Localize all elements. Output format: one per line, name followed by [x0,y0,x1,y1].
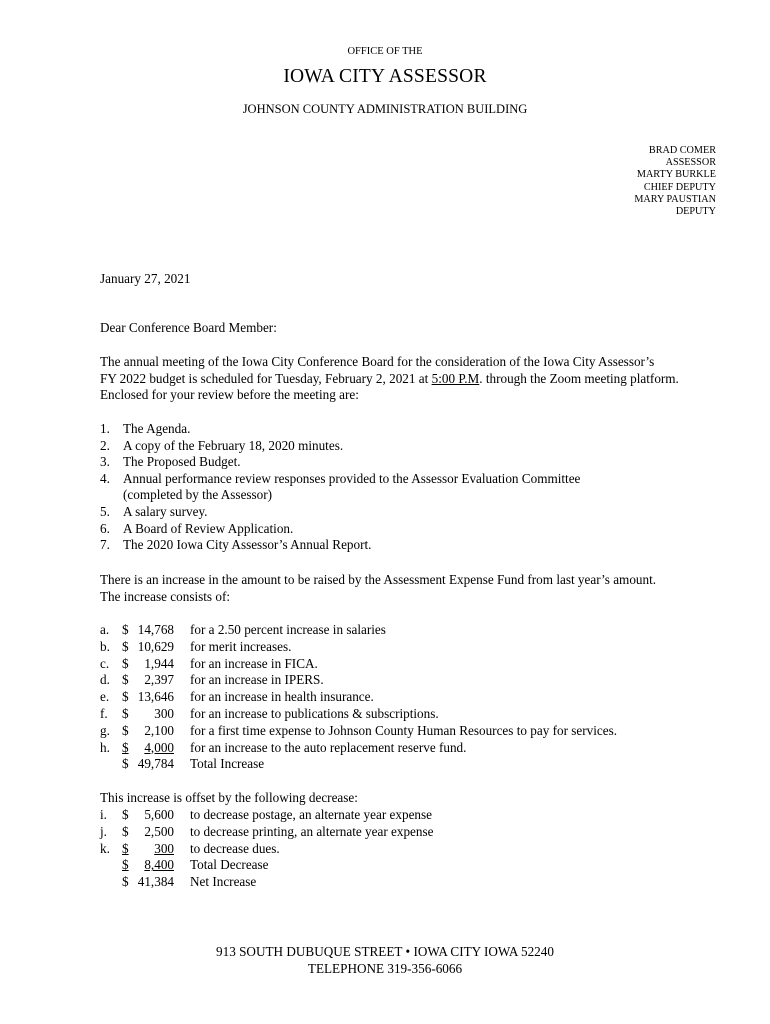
list-item [100,471,643,504]
list-number: 4. [100,470,110,486]
item-amount-box [122,656,174,673]
item-amount-box [122,841,174,858]
item-description: for an increase in IPERS. [190,672,324,688]
staff-name: MARTY BURKLE [636,169,716,181]
enclosure-list [100,421,643,554]
item-amount: 2,397 [144,672,174,688]
item-label: g. [100,722,110,738]
item-amount: 300 [154,840,174,856]
dollar-sign: $ [122,638,129,654]
item-label [100,874,122,891]
line-item [100,756,617,773]
item-description: for an increase in health insurance. [190,689,374,705]
list-number: 6. [100,520,110,536]
item-amount: 13,646 [137,689,174,705]
dollar-sign: $ [122,823,129,839]
list-text: A salary survey. [123,503,208,519]
increase-paragraph [100,572,740,605]
dollar-sign: $ [122,622,129,637]
list-text: The Proposed Budget. [123,454,241,470]
line-item [100,656,617,673]
letter-date: January 27, 2021 [100,271,191,286]
line-item [100,706,617,723]
item-label: e. [100,689,110,705]
list-item [100,454,643,471]
line-item [100,639,617,656]
list-number: 3. [100,454,110,470]
item-description: to decrease dues. [190,840,280,856]
list-number: 2. [100,437,110,453]
item-amount: 300 [154,705,174,721]
list-item [100,438,643,455]
item-amount: 5,600 [144,807,174,822]
item-label: h. [100,739,110,755]
item-label: j. [100,823,107,839]
item-amount: 41,384 [137,874,174,890]
item-amount-box [122,639,174,656]
item-description: for merit increases. [190,638,292,654]
item-description: to decrease printing, an alternate year expense [190,823,434,839]
decrease-items [100,807,433,891]
item-amount: 8,400 [144,857,174,873]
list-number: 5. [100,503,110,519]
item-amount-box [122,807,174,824]
item-amount-box [122,622,174,639]
item-amount-box [122,723,174,740]
line-item [100,689,617,706]
item-label: a. [100,622,110,637]
item-description: for an increase to the auto replacement reserve fund. [190,739,467,755]
list-text: A copy of the February 18, 2020 minutes. [123,437,344,453]
list-text: The 2020 Iowa City Assessor’s Annual Report. [123,537,372,553]
list-text: A Board of Review Application. [123,520,294,536]
item-amount: 2,500 [144,823,174,839]
paragraph-text: FY 2022 budget is scheduled for Tuesday, February 2, 2021 at [100,370,432,386]
item-amount-box [122,672,174,689]
item-label: c. [100,655,110,671]
item-label: d. [100,672,110,688]
item-amount: 10,629 [137,638,174,654]
dollar-sign: $ [122,722,129,738]
staff-list [634,145,716,218]
line-item [100,874,433,891]
item-description: for a 2.50 percent increase in salaries [190,622,386,637]
line-item [100,740,617,757]
dollar-sign: $ [122,705,129,721]
item-amount-box [122,689,174,706]
list-number: 1. [100,421,110,436]
list-item [100,521,643,538]
list-item [100,537,643,554]
item-amount: 14,768 [137,622,174,637]
item-amount-box [122,824,174,841]
item-label [100,857,122,874]
item-description: for an increase to publications & subscriptions. [190,705,439,721]
staff-role: ASSESSOR [665,157,716,169]
office-title: IOWA CITY ASSESSOR [283,66,487,87]
office-of-label: OFFICE OF THE [347,46,423,57]
dollar-sign: $ [122,807,129,822]
item-amount: 4,000 [144,739,174,755]
item-description: Net Increase [190,874,257,890]
line-item [100,622,617,639]
item-description: for an increase in FICA. [190,655,318,671]
salutation: Dear Conference Board Member: [100,320,277,335]
increase-items [100,622,617,773]
footer-telephone: TELEPHONE 319-356-6066 [307,961,463,976]
paragraph-line [100,371,740,388]
list-text [123,471,643,504]
paragraph-line: The annual meeting of the Iowa City Conference Board for the consideration of the Iowa City Assessor’s [100,354,655,369]
line-item [100,807,433,824]
item-amount-box [122,756,174,773]
item-description: Total Decrease [190,857,269,873]
decrease-paragraph [100,790,740,807]
line-item [100,723,617,740]
staff-role: CHIEF DEPUTY [643,181,716,193]
paragraph-line: This increase is offset by the following decrease: [100,790,358,805]
item-amount-box [122,706,174,723]
staff-name: MARY PAUSTIAN [634,193,716,205]
footer-address: 913 SOUTH DUBUQUE STREET • IOWA CITY IOWA 52240 [216,944,554,959]
list-text-line: Annual performance review responses provided to the Assessor Evaluation Committee [123,470,581,486]
item-amount: 1,944 [144,655,174,671]
dollar-sign: $ [122,739,129,755]
item-amount-box [122,857,174,874]
item-amount: 49,784 [137,756,174,772]
dollar-sign: $ [122,840,129,856]
paragraph-line: There is an increase in the amount to be raised by the Assessment Expense Fund from last year’s amount. [100,572,657,587]
list-number: 7. [100,537,110,553]
item-label: f. [100,705,108,721]
list-item [100,421,643,438]
building-name: JOHNSON COUNTY ADMINISTRATION BUILDING [242,102,528,116]
line-item [100,857,433,874]
intro-paragraph [100,354,740,404]
item-amount: 2,100 [144,722,174,738]
item-label: i. [100,807,107,822]
list-text: The Agenda. [123,421,191,436]
paragraph-line: The increase consists of: [100,588,231,604]
line-item [100,672,617,689]
item-description: for a first time expense to Johnson County Human Resources to pay for services. [190,722,618,738]
dollar-sign: $ [122,756,129,772]
staff-role: DEPUTY [675,206,716,218]
item-label [100,756,122,773]
dollar-sign: $ [122,857,129,873]
paragraph-line: Enclosed for your review before the meeting are: [100,387,359,403]
item-amount-box [122,874,174,891]
list-text-line: (completed by the Assessor) [123,487,273,503]
item-description: Total Increase [190,756,265,772]
footer [0,943,770,977]
item-description: to decrease postage, an alternate year expense [190,807,433,822]
line-item [100,841,433,858]
dollar-sign: $ [122,655,129,671]
paragraph-text: . through the Zoom meeting platform. [479,370,679,386]
dollar-sign: $ [122,689,129,705]
dollar-sign: $ [122,874,129,890]
item-label: b. [100,638,110,654]
dollar-sign: $ [122,672,129,688]
item-label: k. [100,840,110,856]
list-item [100,504,643,521]
item-amount-box [122,740,174,757]
line-item [100,824,433,841]
meeting-time: 5:00 P.M [431,370,480,386]
staff-name: BRAD COMER [648,145,716,156]
